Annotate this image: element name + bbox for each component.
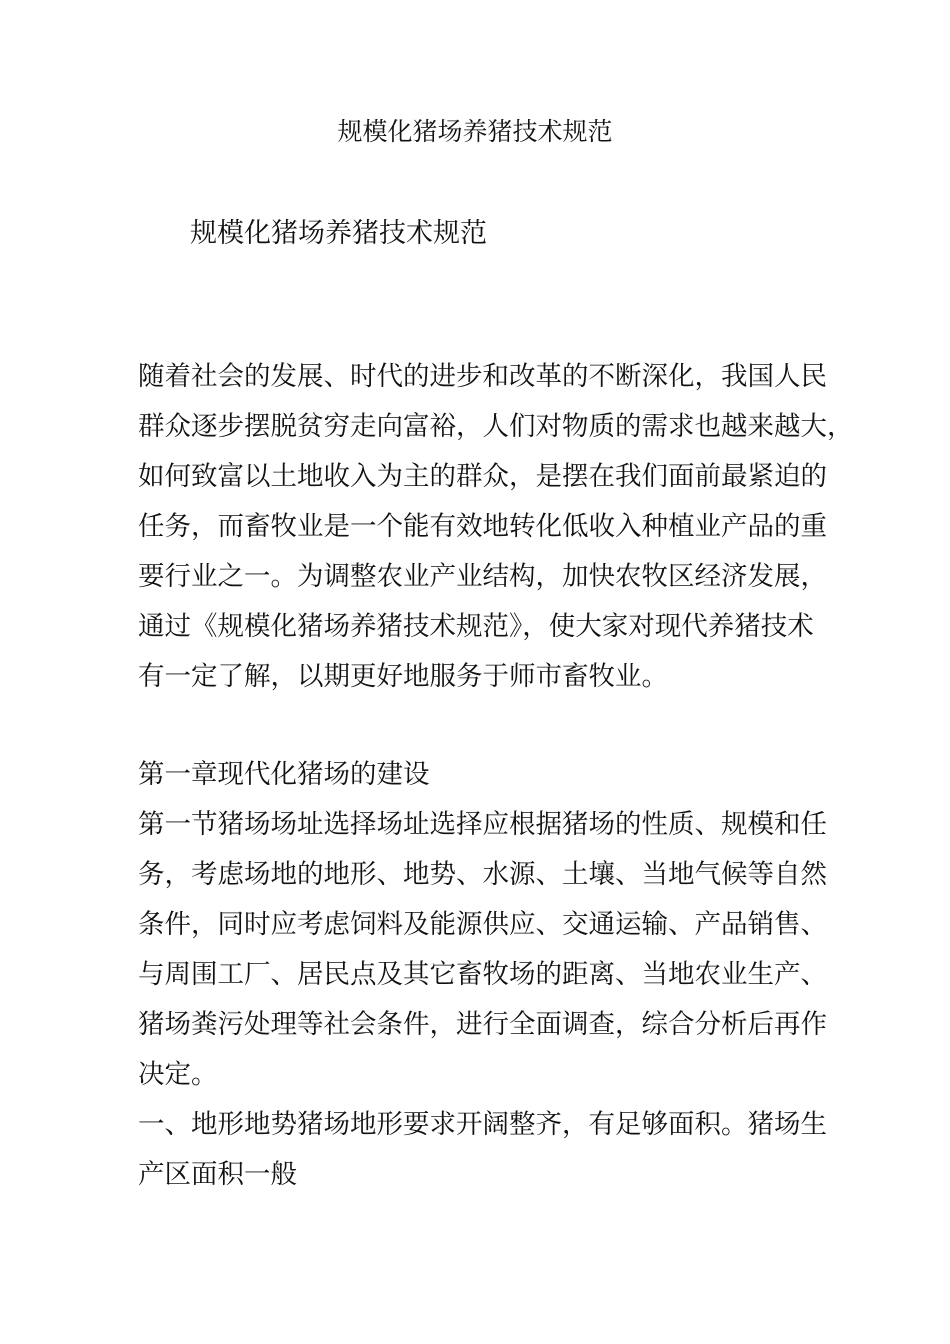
section-line: 猪场粪污处理等社会条件，进行全面调查，综合分析后再作 (138, 1009, 827, 1040)
section-line: 务，考虑场地的地形、地势、水源、土壤、当地气候等自然 (138, 859, 827, 890)
chapter-one (138, 750, 827, 1200)
section-line: 与周围工厂、居民点及其它畜牧场的距离、当地农业生产、 (138, 959, 827, 990)
intro-line: 通过《规模化猪场养猪技术规范》，使大家对现代养猪技术 (138, 611, 814, 642)
intro-line: 有一定了解，以期更好地服务于师市畜牧业。 (138, 661, 668, 692)
subsection-line: 一、地形地势猪场地形要求开阔整齐，有足够面积。猪场生 (138, 1109, 827, 1140)
intro-line: 要行业之一。为调整农业产业结构，加快农牧区经济发展， (138, 561, 827, 592)
intro-paragraph (138, 352, 854, 702)
section-line: 第一节猪场场址选择场址选择应根据猪场的性质、规模和任 (138, 809, 827, 840)
section-line: 决定。 (138, 1059, 218, 1090)
chapter-heading: 第一章现代化猪场的建设 (138, 759, 430, 790)
document-title: 规模化猪场养猪技术规范 (337, 117, 613, 146)
intro-line: 如何致富以土地收入为主的群众，是摆在我们面前最紧迫的 (138, 461, 827, 492)
subsection-line: 产区面积一般 (138, 1159, 297, 1190)
intro-line: 群众逐步摆脱贫穷走向富裕，人们对物质的需求也越来越大， (138, 411, 854, 442)
document-subtitle: 规模化猪场养猪技术规范 (190, 218, 487, 249)
intro-line: 随着社会的发展、时代的进步和改革的不断深化，我国人民 (138, 361, 827, 392)
intro-line: 任务，而畜牧业是一个能有效地转化低收入种植业产品的重 (138, 511, 827, 542)
section-line: 条件，同时应考虑饲料及能源供应、交通运输、产品销售、 (138, 909, 827, 940)
